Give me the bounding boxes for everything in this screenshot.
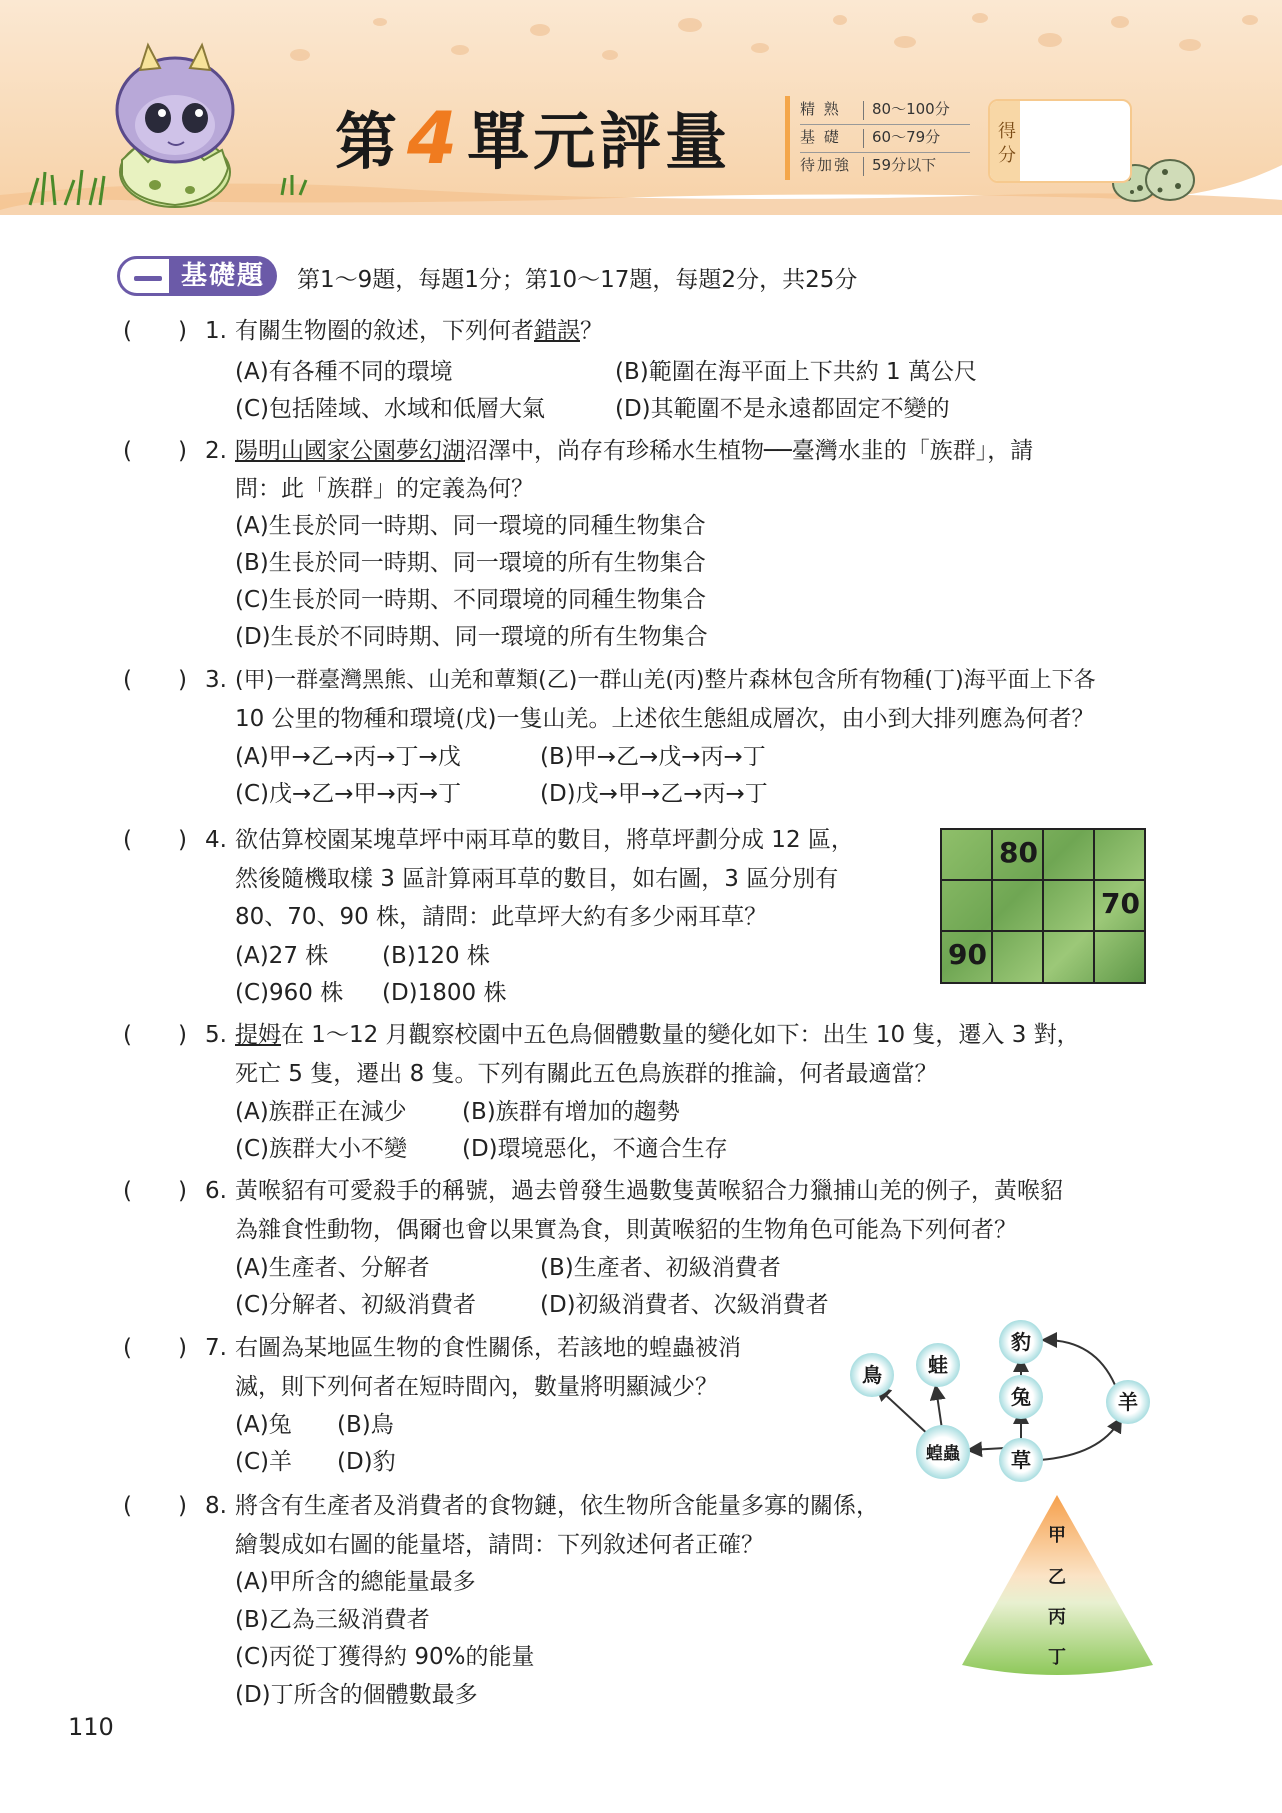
node-grass: 草 [1011, 1448, 1031, 1472]
option-b[interactable]: (B)乙為三級消費者 [235, 1607, 430, 1633]
option-b[interactable]: (B)甲→乙→戊→丙→丁 [540, 744, 766, 770]
node-locust: 蝗蟲 [926, 1444, 960, 1464]
page-title: 第4單元評量 [335, 96, 732, 180]
option-b[interactable]: (B)範圍在海平面上下共約 1 萬公尺 [615, 359, 977, 385]
score-label: 得分 [990, 101, 1020, 181]
question-stem: 陽明山國家公園夢幻湖沼澤中，尚存有珍稀水生植物──臺灣水韭的「族群」，請 [235, 438, 1034, 464]
question-number: 2. [205, 438, 227, 464]
option-a[interactable]: (A)生長於同一時期、同一環境的同種生物集合 [235, 513, 706, 539]
section-badge [117, 256, 277, 296]
grid-count: 70 [1101, 887, 1140, 920]
question-stem-line2: 10 公里的物種和環境(戊)一隻山羌。上述依生態組成層次，由小到大排列應為何者？ [235, 706, 1095, 732]
option-c[interactable]: (C)羊 [235, 1449, 293, 1475]
question-number: 1. [205, 318, 227, 344]
option-c[interactable]: (C)戊→乙→甲→丙→丁 [235, 781, 462, 807]
option-d[interactable]: (D)1800 株 [382, 980, 507, 1006]
option-a[interactable]: (A)生產者、分解者 [235, 1255, 430, 1281]
option-d[interactable]: (D)環境惡化，不適合生存 [462, 1136, 728, 1162]
option-b[interactable]: (B)120 株 [382, 943, 490, 969]
energy-pyramid [960, 1493, 1155, 1678]
option-d[interactable]: (D)初級消費者、次級消費者 [540, 1292, 829, 1318]
question-number: 4. [205, 827, 227, 853]
grade-scale [785, 96, 975, 180]
question-stem-line2: 死亡 5 隻，遷出 8 隻。下列有關此五色鳥族群的推論，何者最適當？ [235, 1061, 938, 1087]
node-rabbit: 兔 [1011, 1385, 1031, 1409]
option-a[interactable]: (A)有各種不同的環境 [235, 359, 453, 385]
question-stem: 黃喉貂有可愛殺手的稱號，過去曾發生過數隻黃喉貂合力獵捕山羌的例子，黃喉貂 [235, 1178, 1063, 1204]
question-number: 5. [205, 1022, 227, 1048]
option-a[interactable]: (A)甲→乙→丙→丁→戊 [235, 744, 461, 770]
question-stem-line2: 滅，則下列何者在短時間內，數量將明顯減少？ [235, 1374, 718, 1400]
option-a[interactable]: (A)27 株 [235, 943, 329, 969]
section-name: 基礎題 [169, 256, 277, 296]
section-description: 第1～9題，每題1分；第10～17題，每題2分，共25分 [297, 267, 858, 293]
question-number: 7. [205, 1335, 227, 1361]
question-stem-line2: 繪製成如右圖的能量塔，請問：下列敘述何者正確？ [235, 1532, 764, 1558]
grid-count: 80 [999, 836, 1038, 869]
question-number: 8. [205, 1493, 227, 1519]
pyramid-level-1: 甲 [1048, 1525, 1066, 1546]
question-stem-line2: 問：此「族群」的定義為何？ [235, 476, 534, 502]
food-web-diagram [850, 1320, 1150, 1485]
option-c[interactable]: (C)分解者、初級消費者 [235, 1292, 477, 1318]
option-d[interactable]: (D)豹 [337, 1449, 396, 1475]
question-stem: 欲估算校園某塊草坪中兩耳草的數目，將草坪劃分成 12 區， [235, 827, 854, 853]
question-stem: 有關生物圈的敘述，下列何者錯誤？ [235, 318, 603, 344]
question-stem: 右圖為某地區生物的食性關係，若該地的蝗蟲被消 [235, 1335, 741, 1361]
question-stem-line3: 80、70、90 株，請問：此草坪大約有多少兩耳草？ [235, 904, 768, 930]
option-b[interactable]: (B)生長於同一時期、同一環境的所有生物集合 [235, 550, 706, 576]
question-stem: 將含有生產者及消費者的食物鏈，依生物所含能量多寡的關係， [235, 1493, 879, 1519]
pyramid-level-4: 丁 [1048, 1647, 1066, 1668]
grade-row-mastery: 精 熟 80～100分 [800, 100, 950, 118]
question-number: 6. [205, 1178, 227, 1204]
option-b[interactable]: (B)族群有增加的趨勢 [462, 1099, 680, 1125]
node-goat: 羊 [1118, 1390, 1138, 1414]
lawn-sample-grid [940, 828, 1146, 984]
question-stem-line2: 為雜食性動物，偶爾也會以果實為食，則黃喉貂的生物角色可能為下列何者？ [235, 1217, 1017, 1243]
section-number [134, 276, 162, 281]
grade-row-basic: 基 礎 60～79分 [800, 128, 941, 146]
option-a[interactable]: (A)兔 [235, 1412, 292, 1438]
question-stem-line2: 然後隨機取樣 3 區計算兩耳草的數目，如右圖，3 區分別有 [235, 866, 839, 892]
option-d[interactable]: (D)丁所含的個體數最多 [235, 1682, 478, 1708]
grid-count: 90 [948, 938, 987, 971]
option-d[interactable]: (D)其範圍不是永遠都固定不變的 [615, 396, 950, 422]
option-d[interactable]: (D)生長於不同時期、同一環境的所有生物集合 [235, 624, 708, 650]
option-b[interactable]: (B)鳥 [337, 1412, 394, 1438]
option-c[interactable]: (C)族群大小不變 [235, 1136, 408, 1162]
option-a[interactable]: (A)甲所含的總能量最多 [235, 1569, 476, 1595]
option-c[interactable]: (C)生長於同一時期、不同環境的同種生物集合 [235, 587, 707, 613]
pyramid-level-3: 丙 [1048, 1607, 1066, 1628]
pyramid-level-2: 乙 [1048, 1567, 1066, 1588]
option-c[interactable]: (C)包括陸域、水域和低層大氣 [235, 396, 546, 422]
option-a[interactable]: (A)族群正在減少 [235, 1099, 407, 1125]
node-leopard: 豹 [1011, 1330, 1031, 1354]
score-box[interactable] [988, 99, 1132, 183]
node-frog: 蛙 [928, 1353, 948, 1377]
question-stem: (甲)一群臺灣黑熊、山羌和蕈類(乙)一群山羌(丙)整片森林包含所有物種(丁)海平面上下各 [235, 668, 1096, 693]
page-number: 110 [68, 1713, 114, 1741]
grade-row-improve: 待加強 59分以下 [800, 156, 937, 174]
node-bird: 鳥 [862, 1363, 882, 1387]
option-c[interactable]: (C)960 株 [235, 980, 344, 1006]
question-stem: 提姆在 1～12 月觀察校園中五色鳥個體數量的變化如下：出生 10 隻，遷入 3 對， [235, 1022, 1080, 1048]
option-c[interactable]: (C)丙從丁獲得約 90%的能量 [235, 1644, 535, 1670]
option-d[interactable]: (D)戊→甲→乙→丙→丁 [540, 781, 768, 807]
question-number: 3. [205, 667, 227, 693]
option-b[interactable]: (B)生產者、初級消費者 [540, 1255, 781, 1281]
